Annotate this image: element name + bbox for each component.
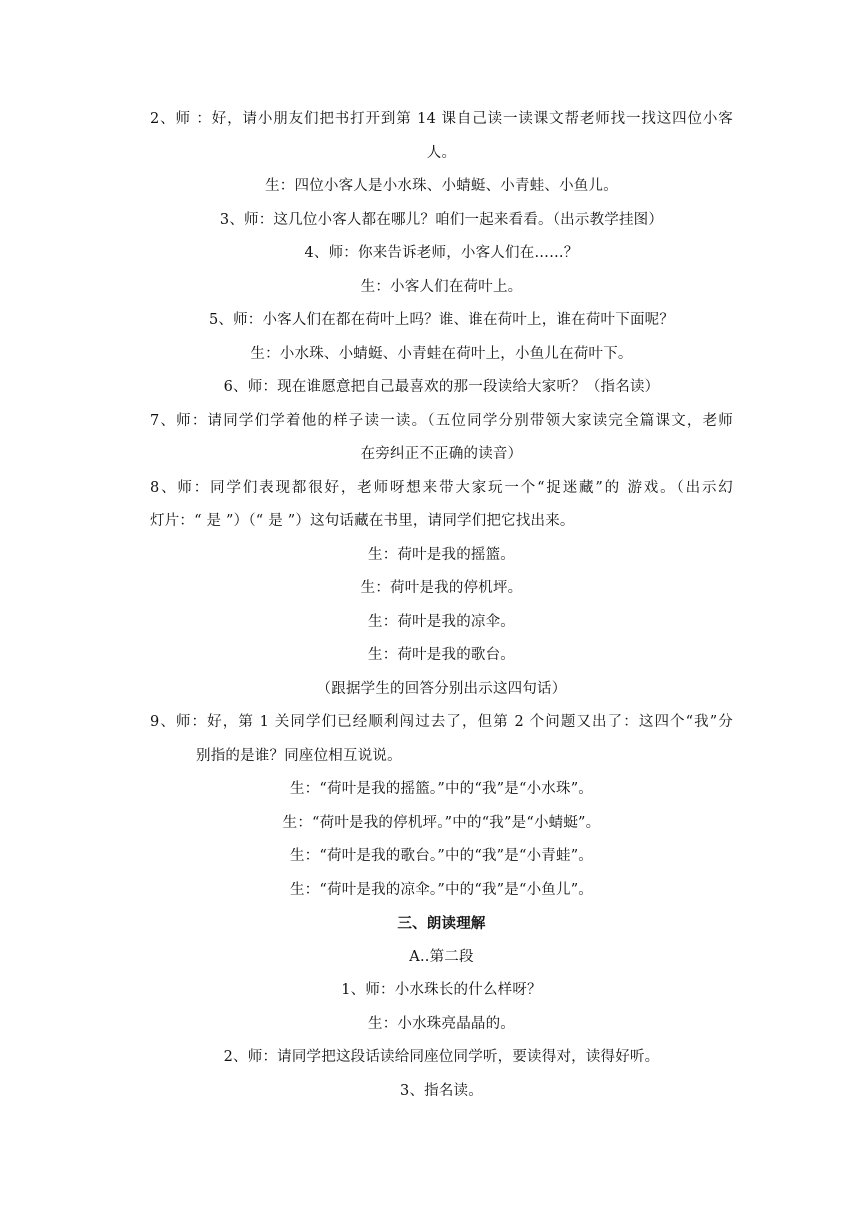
paragraph: [150, 472, 733, 539]
text-line: 生：小水珠、小蜻蜓、小青蛙在荷叶上，小鱼儿在荷叶下。: [250, 345, 633, 362]
text-line: 生：“荷叶是我的停机坪。”中的“我”是“小蜻蜓”。: [282, 814, 601, 831]
paragraph: [150, 103, 733, 170]
section-heading: 三、朗读理解: [397, 915, 486, 932]
text-line: （跟据学生的回答分别出示这四句话）: [316, 680, 567, 697]
paragraph-line: 2、师 ：好，请小朋友们把书打开到第 14 课自己读一读课文帮老师找一找这四位小客: [150, 111, 733, 127]
text-line: 生：“荷叶是我的歌台。”中的“我”是“小青蛙”。: [289, 848, 594, 864]
text-line: 生：荷叶是我的凉伞。: [368, 613, 515, 630]
document-page: [150, 103, 733, 1108]
text-line: 生：“荷叶是我的摇篮。”中的“我”是“小水珠”。: [289, 781, 594, 797]
paragraph-line: 灯片：“ 是 ”）（“ 是 ”）这句话藏在书里，请同学们把它找出来。: [150, 513, 575, 529]
text-line: A..第二段: [409, 948, 474, 965]
paragraph-line: 7、师：请同学们学着他的样子读一读。（五位同学分别带领大家读完全篇课文，老师: [150, 412, 733, 429]
paragraph-line: 8、师：同学们表现都很好，老师呀想来带大家玩一个“捉迷藏”的 游戏。（出示幻: [150, 479, 733, 496]
text-line: 5、师：小客人们在都在荷叶上吗？谁、谁在荷叶上，谁在荷叶下面呢？: [208, 312, 675, 328]
text-line: 3、师：这几位小客人都在哪儿？咱们一起来看看。（出示教学挂图）: [219, 211, 664, 228]
text-line: 生：小水珠亮晶晶的。: [368, 1015, 515, 1032]
text-line: 2、师：请同学把这段话读给同座位同学听，要读得对，读得好听。: [223, 1049, 660, 1065]
paragraph-line: 9、师：好，第 1 关同学们已经顺利闯过去了，但第 2 个问题又出了：这四个“我”分: [150, 714, 733, 730]
paragraph: [150, 405, 733, 472]
text-line: 生：荷叶是我的歌台。: [368, 647, 515, 663]
text-line: 4、师：你来告诉老师，小客人们在……？: [304, 245, 579, 261]
text-line: 3、指名读。: [400, 1082, 483, 1099]
paragraph-line: 在旁纠正不正确的读音）: [360, 446, 523, 462]
text-line: 生：小客人们在荷叶上。: [360, 278, 523, 295]
text-line: 生：荷叶是我的摇篮。: [368, 546, 515, 563]
text-line: 1、师：小水珠长的什么样呀？: [341, 982, 542, 998]
text-line: 6、师：现在谁愿意把自己最喜欢的那一段读给大家听？（指名读）: [223, 379, 660, 395]
paragraph-line: 人。: [426, 144, 457, 161]
text-line: 生：四位小客人是小水珠、小蜻蜓、小青蛙、小鱼儿。: [265, 178, 618, 194]
text-line: 生：荷叶是我的停机坪。: [360, 580, 523, 596]
paragraph: [150, 706, 733, 773]
text-line: 生：“荷叶是我的凉伞。”中的“我”是“小鱼儿”。: [289, 881, 594, 898]
paragraph-line: 别指的是谁？同座位相互说说。: [196, 747, 402, 764]
